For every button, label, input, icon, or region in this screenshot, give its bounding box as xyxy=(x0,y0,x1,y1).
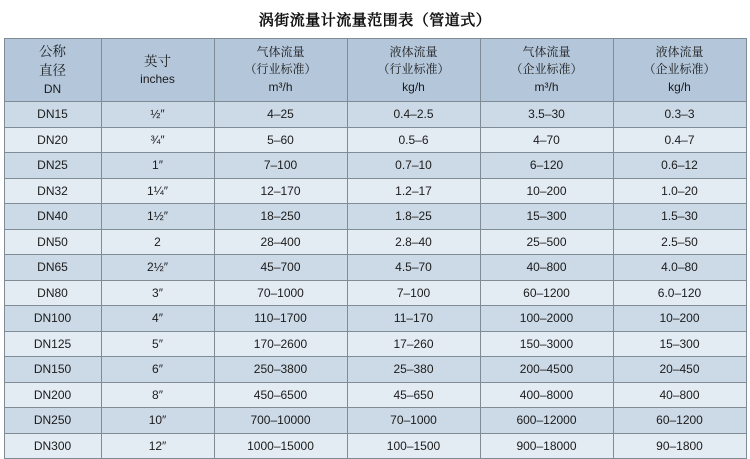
table-cell: 600–12000 xyxy=(480,408,613,434)
table-cell: DN40 xyxy=(4,204,101,230)
table-cell: 100–2000 xyxy=(480,306,613,332)
table-cell: 1¼″ xyxy=(101,178,214,204)
table-row xyxy=(4,306,746,332)
table-cell: 3″ xyxy=(101,280,214,306)
column-header-line2: （行业标准） xyxy=(244,62,317,77)
table-cell: 45–650 xyxy=(347,382,480,408)
table-cell: 4–25 xyxy=(214,102,347,128)
table-cell: 250–3800 xyxy=(214,357,347,383)
table-row xyxy=(4,204,746,230)
table-cell: 150–3000 xyxy=(480,331,613,357)
table-cell: 1.8–25 xyxy=(347,204,480,230)
page-title: 涡街流量计流量范围表（管道式） xyxy=(258,12,492,29)
table-row xyxy=(4,102,746,128)
table-cell: DN32 xyxy=(4,178,101,204)
column-header-line3: kg/h xyxy=(668,79,691,94)
table-cell: 90–1800 xyxy=(613,433,746,459)
table-cell: 12″ xyxy=(101,433,214,459)
table-cell: ¾″ xyxy=(101,127,214,153)
table-cell: DN20 xyxy=(4,127,101,153)
table-cell: DN200 xyxy=(4,382,101,408)
column-header-liquid-flow-enterprise xyxy=(613,39,746,102)
table-row xyxy=(4,357,746,383)
column-header-line2: （企业标准） xyxy=(510,62,583,77)
table-cell: 25–500 xyxy=(480,229,613,255)
table-cell: 70–1000 xyxy=(347,408,480,434)
table-cell: ½″ xyxy=(101,102,214,128)
table-cell: 0.6–12 xyxy=(613,153,746,179)
column-header-line2: 直径 xyxy=(39,63,66,79)
table-row xyxy=(4,255,746,281)
table-cell: 900–18000 xyxy=(480,433,613,459)
column-header-gas-flow-industry xyxy=(214,39,347,102)
column-header-line1: 液体流量 xyxy=(655,44,704,59)
table-cell: 1000–15000 xyxy=(214,433,347,459)
flow-range-table xyxy=(4,38,747,459)
table-cell: DN300 xyxy=(4,433,101,459)
table-cell: 2½″ xyxy=(101,255,214,281)
table-row xyxy=(4,178,746,204)
table-cell: 15–300 xyxy=(480,204,613,230)
table-cell: 40–800 xyxy=(613,382,746,408)
table-cell: 1″ xyxy=(101,153,214,179)
table-row xyxy=(4,408,746,434)
table-cell: DN100 xyxy=(4,306,101,332)
table-row xyxy=(4,153,746,179)
table-cell: 3.5–30 xyxy=(480,102,613,128)
table-cell: 4.0–80 xyxy=(613,255,746,281)
table-cell: 6–120 xyxy=(480,153,613,179)
column-header-line1: 气体流量 xyxy=(256,44,305,59)
table-row xyxy=(4,433,746,459)
table-body xyxy=(4,102,746,459)
column-header-line1: 公称 xyxy=(39,43,66,59)
table-cell: DN125 xyxy=(4,331,101,357)
column-header-line2: （行业标准） xyxy=(377,62,450,77)
table-cell: DN15 xyxy=(4,102,101,128)
column-header-inches xyxy=(101,39,214,102)
column-header-line3: m³/h xyxy=(534,79,559,94)
table-cell: 17–260 xyxy=(347,331,480,357)
table-cell: 100–1500 xyxy=(347,433,480,459)
table-cell: 1.5–30 xyxy=(613,204,746,230)
table-cell: 2.8–40 xyxy=(347,229,480,255)
table-row xyxy=(4,382,746,408)
column-header-line3: DN xyxy=(43,81,62,96)
table-cell: 400–8000 xyxy=(480,382,613,408)
table-cell: 70–1000 xyxy=(214,280,347,306)
table-cell: 8″ xyxy=(101,382,214,408)
table-row xyxy=(4,229,746,255)
column-header-line1: 气体流量 xyxy=(522,44,571,59)
column-header-line3: kg/h xyxy=(402,79,425,94)
table-cell: DN150 xyxy=(4,357,101,383)
table-cell: 25–380 xyxy=(347,357,480,383)
table-cell: 11–170 xyxy=(347,306,480,332)
table-cell: 5–60 xyxy=(214,127,347,153)
table-cell: 700–10000 xyxy=(214,408,347,434)
table-cell: DN80 xyxy=(4,280,101,306)
table-cell: 200–4500 xyxy=(480,357,613,383)
table-cell: 0.5–6 xyxy=(347,127,480,153)
table-cell: 1.2–17 xyxy=(347,178,480,204)
table-cell: 1.0–20 xyxy=(613,178,746,204)
column-header-gas-flow-enterprise xyxy=(480,39,613,102)
table-cell: 40–800 xyxy=(480,255,613,281)
table-cell: 20–450 xyxy=(613,357,746,383)
table-cell: DN50 xyxy=(4,229,101,255)
table-cell: 45–700 xyxy=(214,255,347,281)
table-cell: 10–200 xyxy=(480,178,613,204)
table-cell: 6″ xyxy=(101,357,214,383)
table-cell: 4–70 xyxy=(480,127,613,153)
table-cell: 0.4–2.5 xyxy=(347,102,480,128)
table-cell: 18–250 xyxy=(214,204,347,230)
table-cell: DN250 xyxy=(4,408,101,434)
column-header-nominal-diameter xyxy=(4,39,101,102)
table-cell: 6.0–120 xyxy=(613,280,746,306)
column-header-line1: 液体流量 xyxy=(389,44,438,59)
table-cell: 5″ xyxy=(101,331,214,357)
column-header-line1: 英寸 xyxy=(144,53,171,69)
table-cell: 2.5–50 xyxy=(613,229,746,255)
table-cell: 4″ xyxy=(101,306,214,332)
table-cell: 60–1200 xyxy=(613,408,746,434)
table-cell: 450–6500 xyxy=(214,382,347,408)
table-header-row xyxy=(4,39,746,102)
table-row xyxy=(4,280,746,306)
table-cell: 4.5–70 xyxy=(347,255,480,281)
table-row xyxy=(4,127,746,153)
table-cell: DN25 xyxy=(4,153,101,179)
table-cell: 2 xyxy=(101,229,214,255)
column-header-line2: （企业标准） xyxy=(643,62,716,77)
table-cell: 110–1700 xyxy=(214,306,347,332)
table-cell: 170–2600 xyxy=(214,331,347,357)
table-cell: 10–200 xyxy=(613,306,746,332)
table-cell: 15–300 xyxy=(613,331,746,357)
column-header-line3: inches xyxy=(140,72,175,87)
table-cell: 60–1200 xyxy=(480,280,613,306)
table-row xyxy=(4,331,746,357)
table-cell: 7–100 xyxy=(347,280,480,306)
table-cell: 1½″ xyxy=(101,204,214,230)
table-cell: 0.7–10 xyxy=(347,153,480,179)
table-cell: 10″ xyxy=(101,408,214,434)
column-header-line3: m³/h xyxy=(268,79,293,94)
table-cell: 12–170 xyxy=(214,178,347,204)
table-cell: 0.3–3 xyxy=(613,102,746,128)
table-cell: 0.4–7 xyxy=(613,127,746,153)
table-cell: DN65 xyxy=(4,255,101,281)
table-cell: 28–400 xyxy=(214,229,347,255)
table-cell: 7–100 xyxy=(214,153,347,179)
table-header xyxy=(4,39,746,102)
column-header-liquid-flow-industry xyxy=(347,39,480,102)
